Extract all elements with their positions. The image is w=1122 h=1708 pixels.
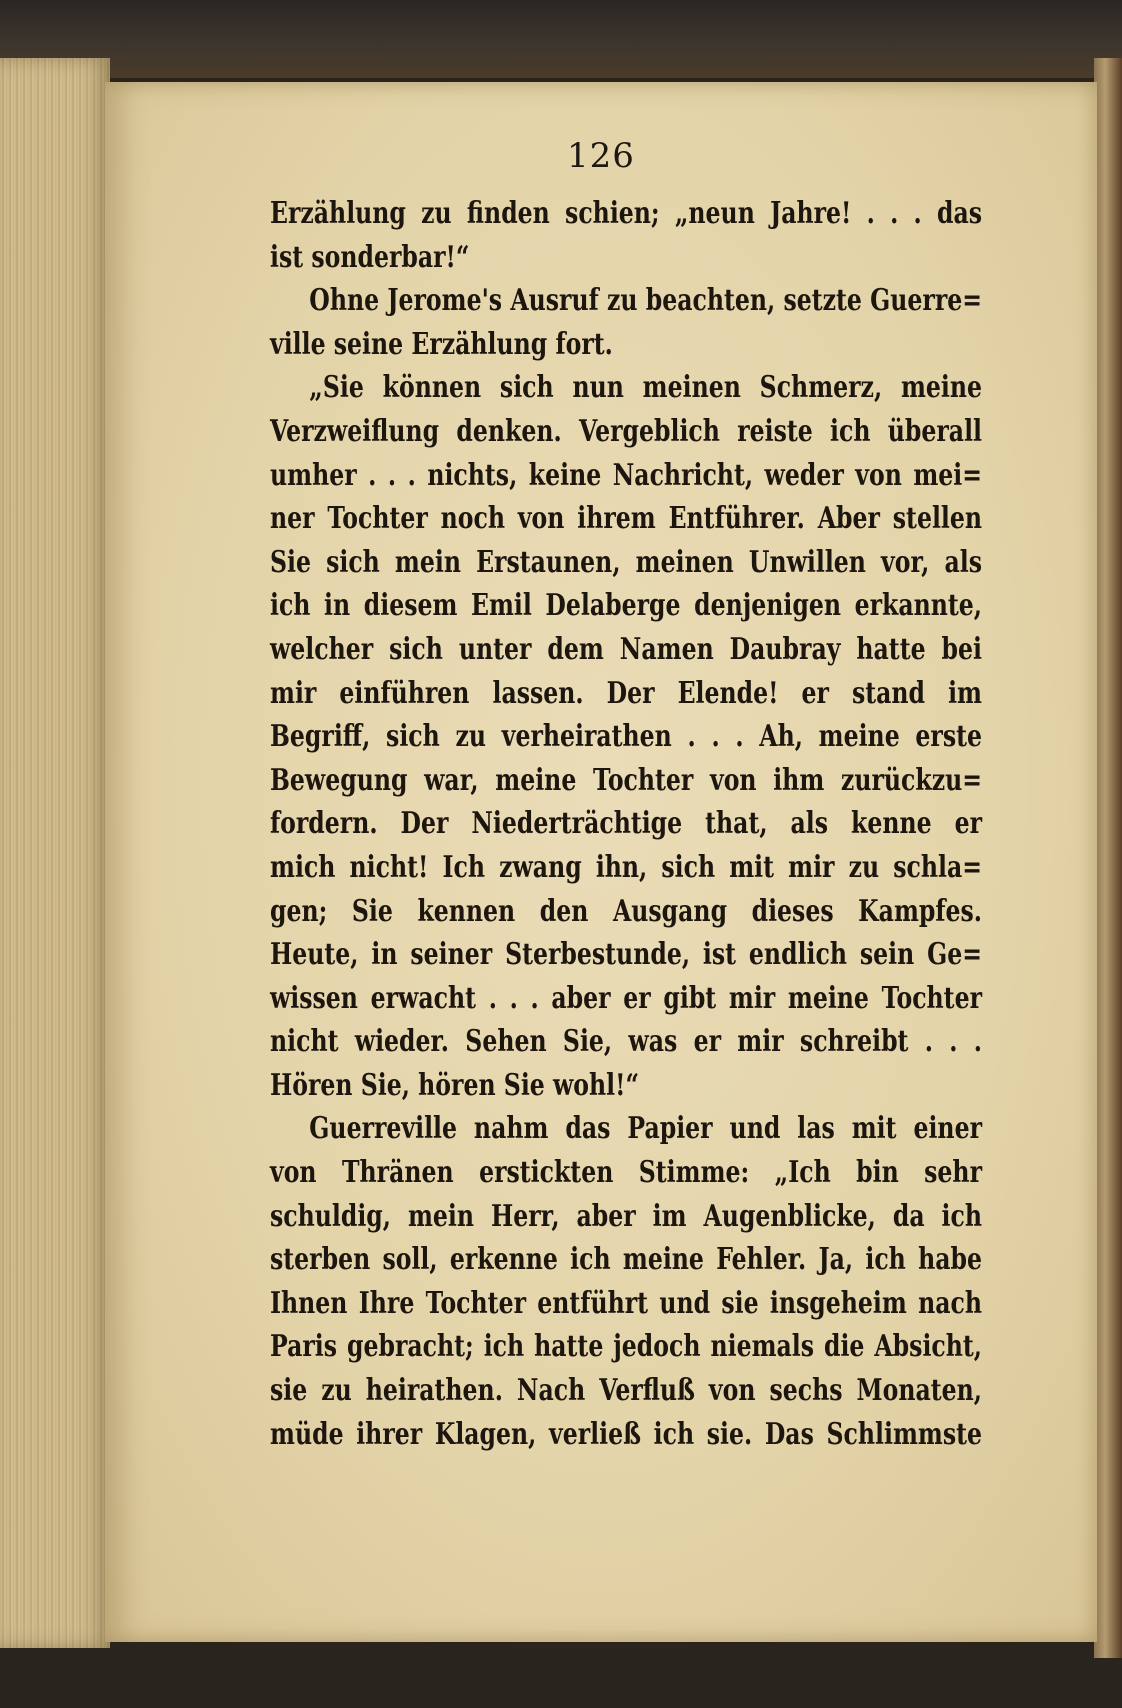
page-stack-left (0, 58, 110, 1648)
book-page (105, 82, 1097, 1642)
text-line: mich nicht! Ich zwang ihn, sich mit mir zu schla= (270, 849, 982, 885)
text-line: gen; Sie kennen den Ausgang dieses Kampfes. (270, 893, 982, 929)
text-line: sterben soll, erkenne ich meine Fehler. Ja, ich habe (270, 1242, 982, 1278)
book-cover-top (0, 0, 1122, 78)
text-line: Ihnen Ihre Tochter entführt und sie insgeheim nach (270, 1285, 982, 1321)
text-line: ist sonderbar!“ (270, 239, 470, 275)
body-text (270, 192, 982, 1456)
text-line: fordern. Der Niederträchtige that, als kenne er (270, 806, 982, 842)
text-line: „Sie können sich nun meinen Schmerz, meine (309, 370, 982, 406)
text-line: Erzählung zu finden schien; „neun Jahre! . . . das (270, 196, 982, 231)
text-line: Verzweiflung denken. Vergeblich reiste ich überall (270, 413, 982, 449)
page-stack-right (1094, 58, 1122, 1658)
text-line: Bewegung war, meine Tochter von ihm zurückzu= (270, 762, 982, 798)
text-line: Paris gebracht; ich hatte jedoch niemals die Absicht, (270, 1329, 982, 1365)
text-line: Begriff, sich zu verheirathen . . . Ah, meine erste (270, 719, 982, 755)
text-line: ner Tochter noch von ihrem Entführer. Aber stellen (270, 501, 982, 537)
text-line: mir einführen lassen. Der Elende! er stand im (270, 675, 982, 711)
text-line: Sie sich mein Erstaunen, meinen Unwillen vor, als (270, 544, 982, 580)
text-line: von Thränen erstickten Stimme: „Ich bin sehr (270, 1155, 982, 1191)
page-number: 126 (567, 136, 635, 176)
text-line: welcher sich unter dem Namen Daubray hatte bei (270, 631, 982, 667)
text-line: nicht wieder. Sehen Sie, was er mir schreibt . . . (270, 1024, 982, 1060)
text-line: umher . . . nichts, keine Nachricht, weder von mei= (270, 457, 982, 493)
text-line: schuldig, mein Herr, aber im Augenblicke, da ich (270, 1198, 982, 1234)
text-line: sie zu heirathen. Nach Verfluß von sechs Monaten, (270, 1373, 982, 1409)
text-line: Ohne Jerome's Ausruf zu beachten, setzte Guerre= (309, 283, 982, 319)
text-line: wissen erwacht . . . aber er gibt mir meine Tochter (270, 980, 982, 1016)
text-line: müde ihrer Klagen, verließ ich sie. Das Schlimmste (270, 1416, 982, 1452)
text-line: ville seine Erzählung fort. (270, 326, 613, 362)
text-line: ich in diesem Emil Delaberge denjenigen erkannte, (270, 588, 982, 624)
text-line: Guerreville nahm das Papier und las mit einer (309, 1111, 982, 1147)
text-line: Hören Sie, hören Sie wohl!“ (270, 1067, 640, 1103)
text-line: Heute, in seiner Sterbestunde, ist endlich sein Ge= (270, 937, 982, 973)
